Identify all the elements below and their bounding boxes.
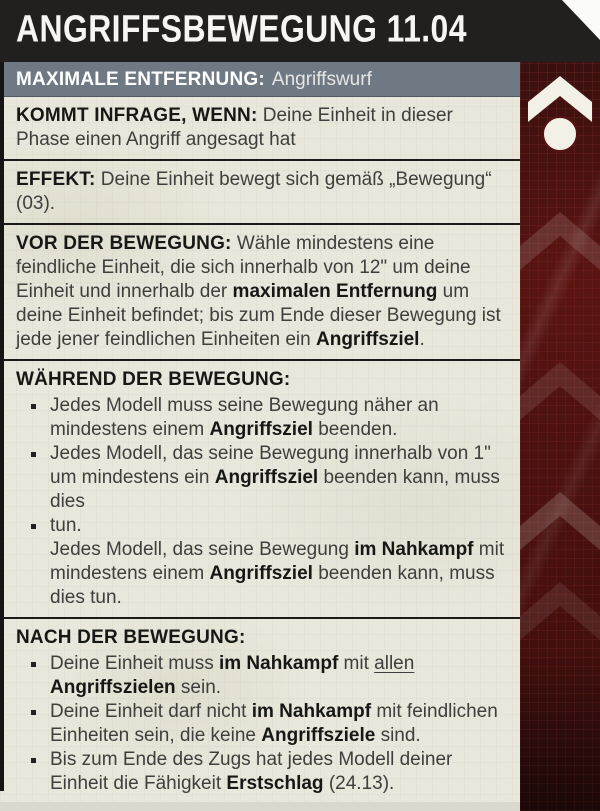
rule-paragraph — [16, 626, 506, 650]
section-label: KOMMT INFRAGE, WENN: — [16, 105, 258, 126]
chevron-up-icon — [520, 492, 600, 552]
rule-bullet: tun. Jedes Modell, das seine Bewegung im Nahkampf mit mindestens einem Angriffsziel beenden kann, muss dies tun. — [16, 514, 506, 610]
section-label: EFFEKT: — [16, 169, 96, 190]
section-text: Deine Einheit bewegt sich gemäß „Bewegung“ (03). — [16, 169, 492, 214]
rules-content — [4, 97, 520, 803]
chevron-up-icon — [520, 362, 600, 422]
rule-paragraph — [16, 104, 506, 152]
rule-bullet-list — [16, 394, 506, 610]
rule-paragraph — [16, 168, 506, 216]
rule-bullet: Deine Einheit darf nicht im Nahkampf mit feindlichen Einheiten sein, die keine Angriffsziele sind. — [16, 700, 506, 748]
section-effekt — [4, 159, 520, 223]
max-distance-banner — [4, 62, 520, 97]
rule-bullet-list — [16, 652, 506, 796]
section-label: NACH DER BEWEGUNG: — [16, 627, 246, 648]
section-nach-der-bewegung — [4, 617, 520, 803]
rule-paragraph — [16, 368, 506, 392]
card-header — [0, 0, 600, 62]
section-kommt-infrage — [4, 97, 520, 159]
section-vor-der-bewegung — [4, 223, 520, 359]
rule-bullet: Jedes Modell muss seine Bewegung näher an mindestens einem Angriffsziel beenden. — [16, 394, 506, 442]
section-text: Wähle mindestens eine feindliche Einheit, die sich innerhalb von 12" um deine Einheit und innerhalb der maximalen Entfernung um deine Einheit befindet; bis zum Ende dieser Bewegung ist jede jener feindlichen Einheiten ein Angriffsziel. — [16, 233, 501, 350]
chevron-up-icon — [520, 582, 600, 642]
rule-paragraph — [16, 232, 506, 352]
card-title: ANGRIFFSBEWEGUNG 11.04 — [16, 8, 467, 51]
banner-label: MAXIMALE ENTFERNUNG: — [16, 68, 265, 90]
decorative-sidebar — [520, 62, 600, 811]
charge-chevron-circle-icon — [528, 76, 592, 156]
rule-bullet: Jedes Modell, das seine Bewegung innerhalb von 1" um mindestens ein Angriffsziel beenden kann, muss dies — [16, 442, 506, 514]
chevron-up-icon — [520, 212, 600, 272]
section-text: Deine Einheit in dieser Phase einen Angriff angesagt hat — [16, 105, 453, 150]
rule-bullet: Deine Einheit muss im Nahkampf mit allen Angriffszielen sein. — [16, 652, 506, 700]
corner-notch — [562, 0, 600, 40]
rule-bullet: Bis zum Ende des Zugs hat jedes Modell deiner Einheit die Fähigkeit Erstschlag (24.13). — [16, 748, 506, 796]
banner-value: Angriffswurf — [271, 68, 372, 90]
card-bottom-edge — [0, 802, 520, 811]
section-label: WÄHREND DER BEWEGUNG: — [16, 369, 291, 390]
section-waehrend-der-bewegung — [4, 359, 520, 617]
section-label: VOR DER BEWEGUNG: — [16, 233, 232, 254]
